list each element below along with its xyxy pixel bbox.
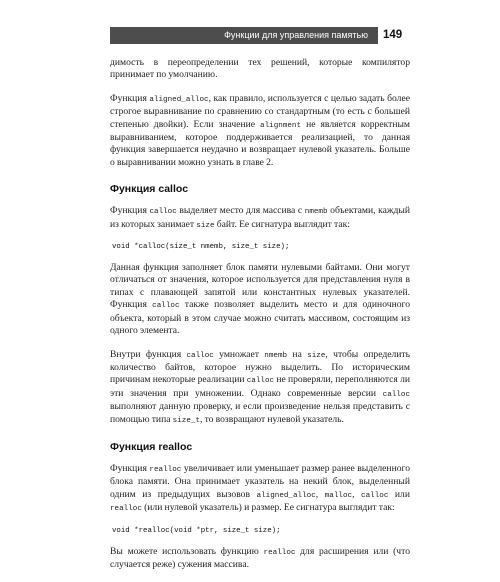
paragraph-text: , <box>352 488 362 500</box>
paragraph-1-text: димость в переопределении тех решений, которые компилятор принимает по умолчанию. <box>110 57 410 81</box>
inline-code: calloc <box>152 302 180 311</box>
paragraph-text: Данная функция заполняет блок памяти нулевыми байтами. Они могут отличаться от значения, которое используется для представления нуля в типах с плавающей запятой или константных нулевых указателей. Функция <box>110 262 410 311</box>
paragraph-text: умножает <box>213 348 265 360</box>
paragraph-text: Вы можете использовать функцию <box>110 545 264 557</box>
running-header <box>110 27 378 44</box>
section-heading-calloc: Функция calloc <box>110 183 189 196</box>
inline-code: realloc <box>149 465 182 474</box>
inline-code: aligned_alloc <box>256 491 316 500</box>
inline-code: calloc <box>186 351 214 360</box>
page-number: 149 <box>383 29 403 41</box>
inline-code: alignment <box>260 121 302 130</box>
paragraph-text: Функция <box>110 462 150 474</box>
paragraph-text: байт. Ее сигнатура выглядит так: <box>214 218 350 230</box>
paragraph-text: , чтобы определить количество байтов, которое нужно выделить. По историческим причинам некоторые реализации <box>110 348 410 386</box>
inline-code: calloc <box>361 491 389 500</box>
code-signature-calloc: void *calloc(size_t nmemb, size_t size); <box>112 243 290 252</box>
paragraph-text: для расширения или (что случается реже) сужения массива. <box>110 545 410 570</box>
paragraph-text: не проверяли, переполняются ли эти значения при умножении. Однако современные версии <box>110 374 410 399</box>
inline-code: size <box>307 351 326 360</box>
inline-code: size <box>196 221 215 230</box>
paragraph-text: (или нулевой указатель) и размер. Ее сигнатура выглядит так: <box>141 502 395 514</box>
paragraph-text: Внутри функция <box>110 348 187 360</box>
inline-code: nmemb <box>304 208 328 217</box>
paragraph-text: , <box>315 488 325 500</box>
inline-code: aligned_alloc <box>149 95 209 104</box>
paragraph-text: увеличивает или уменьшает размер ранее выделенного блока памяти. Она принимает указатель на некий блок, выделенный одним из предыдущих вызовов <box>110 462 410 500</box>
paragraph-text: объектами, каждый из которых занимает <box>110 205 410 230</box>
code-signature-realloc: void *realloc(void *ptr, size_t size); <box>112 526 281 535</box>
inline-code: calloc <box>246 377 275 386</box>
paragraph-text: Функция <box>110 205 150 217</box>
paragraph-text: выделяет место для массива с <box>176 205 305 217</box>
paragraph-4 <box>110 262 410 337</box>
paragraph-6 <box>110 463 410 516</box>
paragraph-text: не является корректным выравниванием, которое поддерживается реализацией, то данная функция завершается неудачно и возвращает нулевой указатель. Больше о выравнивании можно узнать в главе 2. <box>110 118 410 168</box>
page-body <box>110 57 410 582</box>
paragraph-text: выполняют данную проверку, и если произведение нельзя представить с помощью типа <box>110 401 410 425</box>
inline-code: calloc <box>149 208 177 217</box>
inline-code: size_t <box>172 416 201 425</box>
chapter-title: Функции для управления памятью <box>224 30 368 40</box>
paragraph-text: , то возвращают нулевой указатель. <box>200 413 344 425</box>
paragraph-2 <box>110 93 410 169</box>
paragraph-text: на <box>287 348 308 360</box>
paragraph-1 <box>110 57 410 82</box>
paragraph-7 <box>110 546 410 572</box>
paragraph-3 <box>110 205 410 232</box>
paragraph-text: , как правило, используется с целью задать более строгое выравнивание по сравнению со стандартным (то есть с большей степенью двойки). Если значение <box>110 92 410 130</box>
paragraph-text: Функция <box>110 92 150 104</box>
inline-code: malloc <box>324 491 353 500</box>
inline-code: realloc <box>263 548 296 557</box>
paragraph-text: или <box>388 488 410 500</box>
inline-code: realloc <box>110 505 142 514</box>
section-heading-realloc: Функция realloc <box>110 440 193 453</box>
paragraph-5 <box>110 349 410 427</box>
inline-code: nmemb <box>264 351 288 360</box>
inline-code: calloc <box>382 390 410 399</box>
paragraph-text: также позволяет выделить место и для одиночного объекта, который в этом случае можно считать массивом, состоящим из одного элемента. <box>110 299 410 337</box>
